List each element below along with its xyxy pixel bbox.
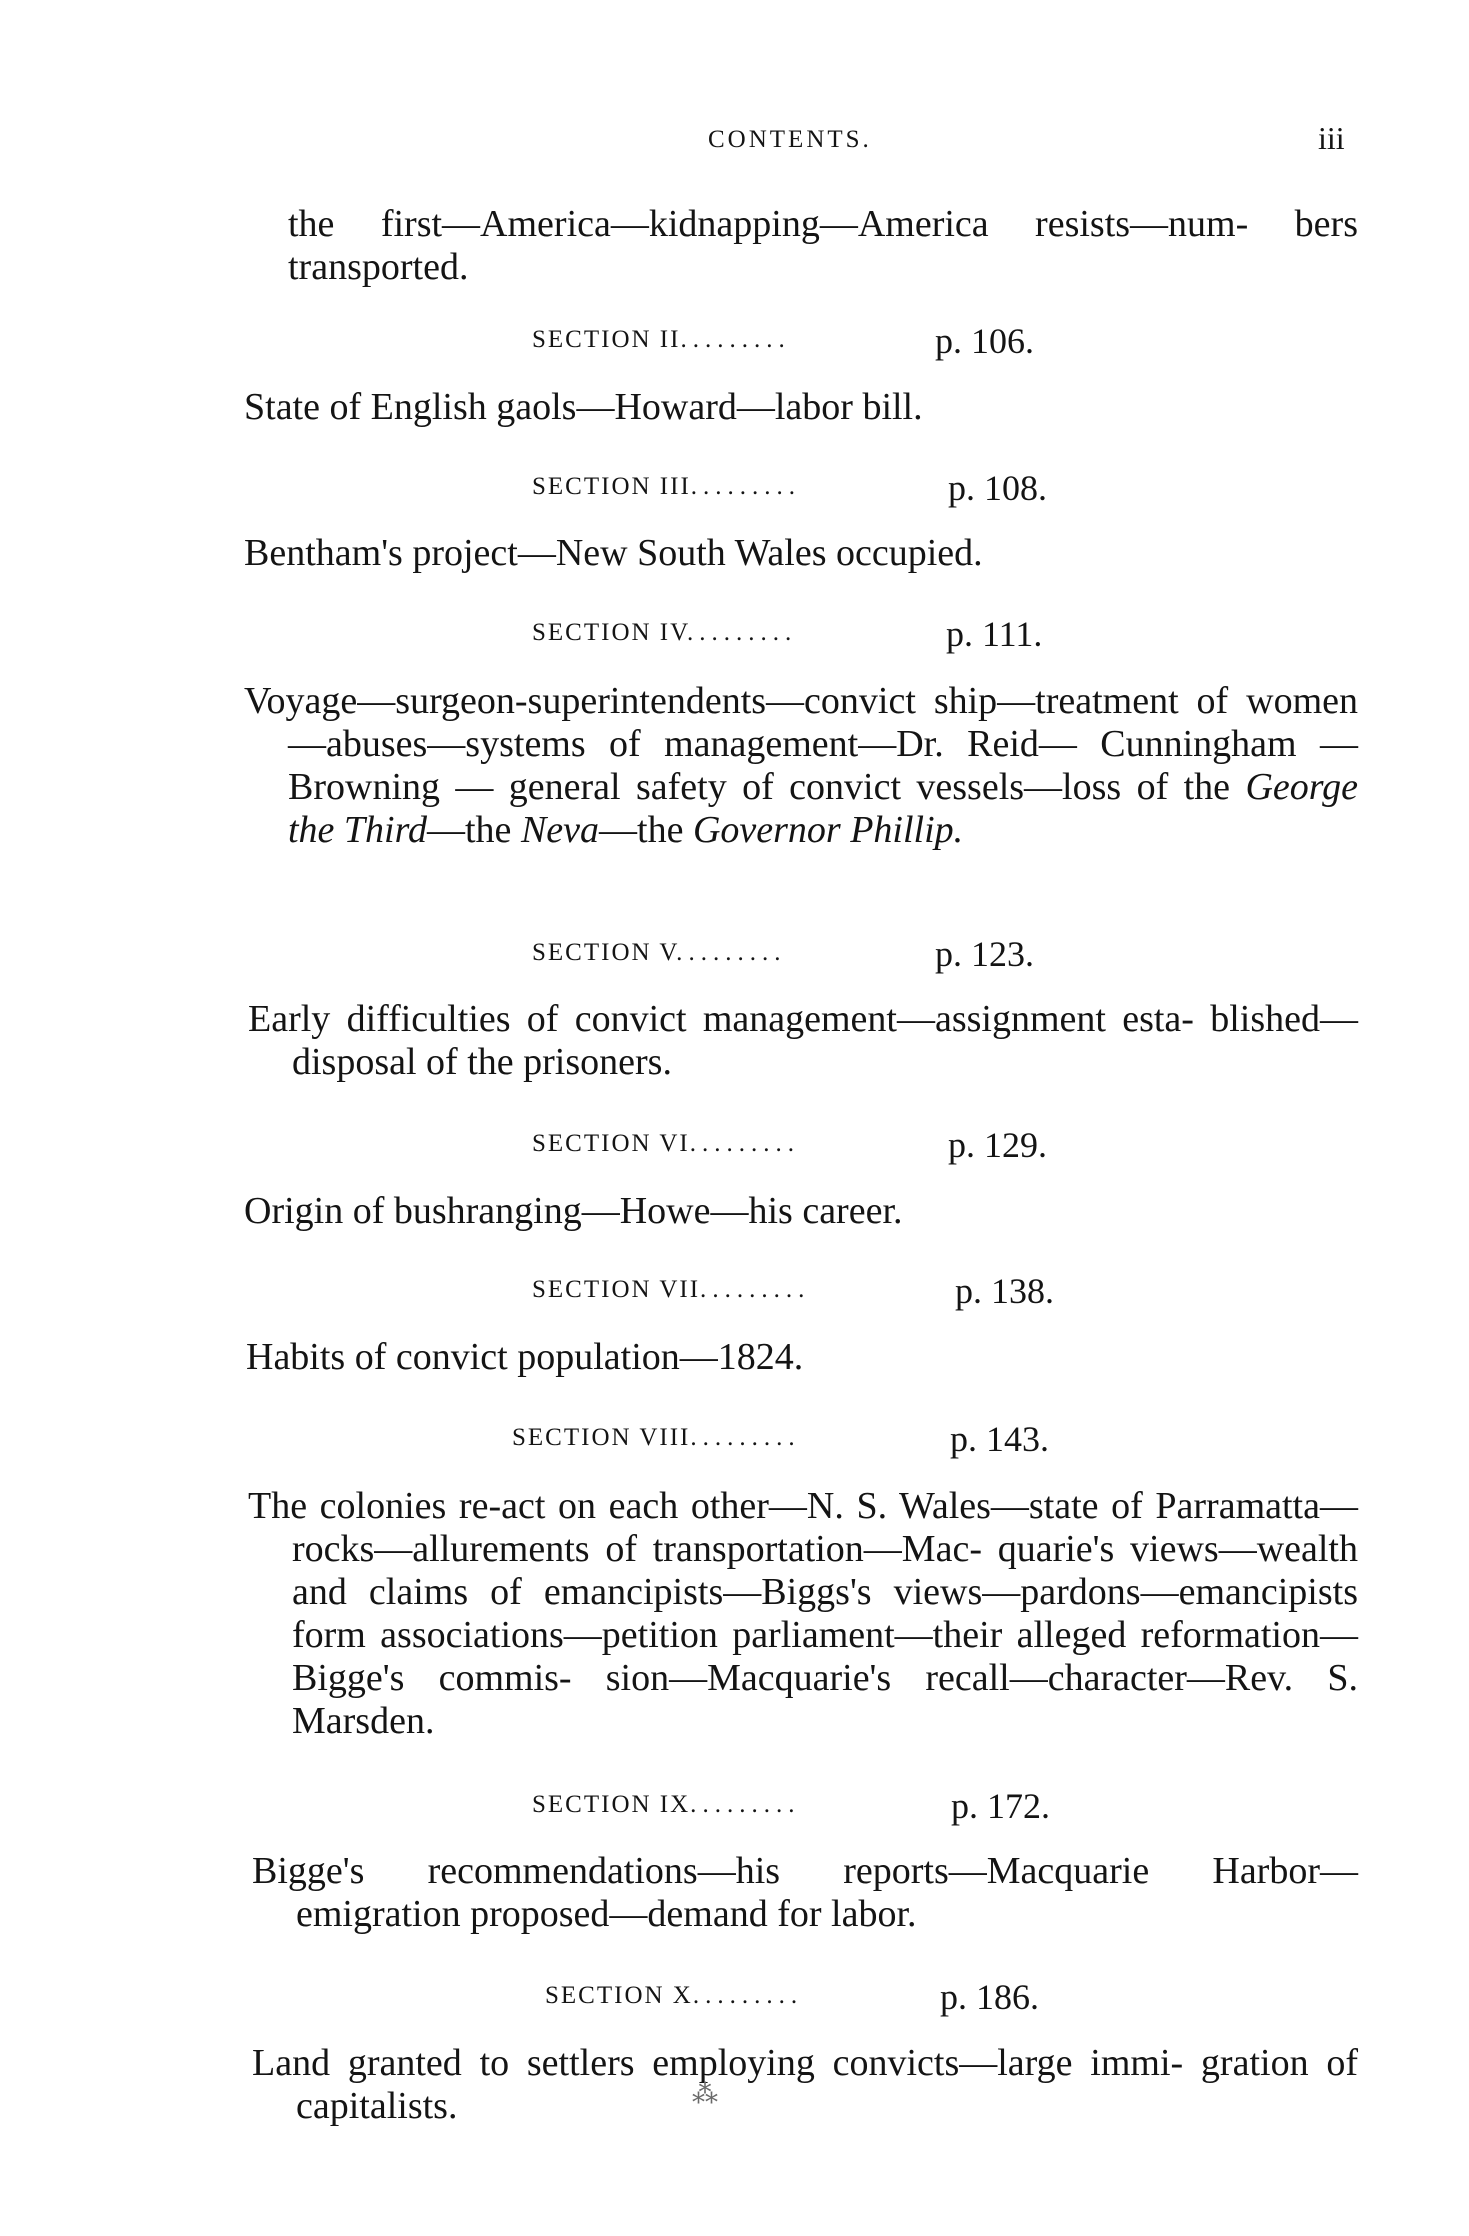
section-page-ref: p. 186. (940, 1977, 1039, 2017)
section-page-ref: p. 138. (955, 1271, 1054, 1311)
section-heading-ii (0, 322, 1469, 362)
section-heading-v (0, 935, 1469, 975)
section-summary-vii: Habits of convict population—1824. (246, 1336, 804, 1378)
section-summary-vi: Origin of bushranging—Howe—his career. (244, 1190, 903, 1232)
section-summary-iii: Bentham's project—New South Wales occupied. (244, 532, 983, 574)
section-summary-v: Early difficulties of convict management—assignment esta- blished—disposal of the prisoners. (248, 998, 1358, 1083)
section-page-ref: p. 129. (948, 1125, 1047, 1165)
section-page-ref: p. 106. (935, 321, 1034, 361)
section-heading-ix (0, 1787, 1469, 1827)
section-summary-ii: State of English gaols—Howard—labor bill. (244, 386, 923, 428)
page-number: iii (1318, 120, 1345, 156)
ship-name: George the Third (288, 766, 1358, 851)
section-summary-viii: The colonies re-act on each other—N. S. Wales—state of Parramatta—rocks—allurements of transportation—Mac- quarie's views—wealth and claims of emancipists—Biggs's views—pardons—emancipists form associations—petition parliament—their alleged reformation—Bigge's commis- sion—Macquarie's recall—character—Rev. S. Marsden. (248, 1485, 1358, 1742)
section-page-ref: p. 123. (935, 934, 1034, 974)
section-label: SECTION IX. ........ (532, 1791, 801, 1818)
ship-name: Governor Phillip. (692, 809, 964, 851)
running-head (0, 120, 1469, 160)
section-summary-ix: Bigge's recommendations—his reports—Macquarie Harbor— emigration proposed—demand for labor. (252, 1850, 1358, 1935)
section-heading-vii (0, 1272, 1469, 1312)
section-label: SECTION VIII. ........ (512, 1424, 801, 1451)
ornament-icon: ⁂ (692, 2080, 718, 2109)
running-head-title: CONTENTS. (708, 126, 872, 153)
section-heading-vi (0, 1126, 1469, 1166)
section-page-ref: p. 108. (948, 468, 1047, 508)
section-label: SECTION III. ........ (532, 473, 802, 500)
section-heading-iii (0, 469, 1469, 509)
section-page-ref: p. 143. (950, 1419, 1049, 1459)
section-page-ref: p. 172. (951, 1786, 1050, 1826)
section-label: SECTION V. ........ (532, 939, 787, 966)
section-label: SECTION IV. ........ (532, 619, 798, 646)
section-page-ref: p. 111. (946, 614, 1043, 654)
opening-continuation: the first—America—kidnapping—America resists—num- bers transported. (288, 203, 1358, 288)
section-label: SECTION II. ........ (532, 326, 791, 353)
section-label: SECTION X. ........ (545, 1982, 804, 2009)
section-summary-iv: Voyage—surgeon-superintendents—convict ship—treatment of women—abuses—systems of management—Dr. Reid— Cunningham — Browning — general safety of convict vessels—loss of the George the Third—the Neva—the Governor Phillip. (244, 680, 1358, 851)
section-heading-x (0, 1978, 1469, 2018)
ship-name: Neva (520, 809, 600, 851)
section-label: SECTION VI. ........ (532, 1130, 800, 1157)
section-summary-x: Land granted to settlers employing convicts—large immi- gration of capitalists. (252, 2042, 1358, 2127)
section-heading-viii (0, 1420, 1469, 1460)
section-heading-iv (0, 615, 1469, 655)
section-label: SECTION VII. ........ (532, 1276, 811, 1303)
